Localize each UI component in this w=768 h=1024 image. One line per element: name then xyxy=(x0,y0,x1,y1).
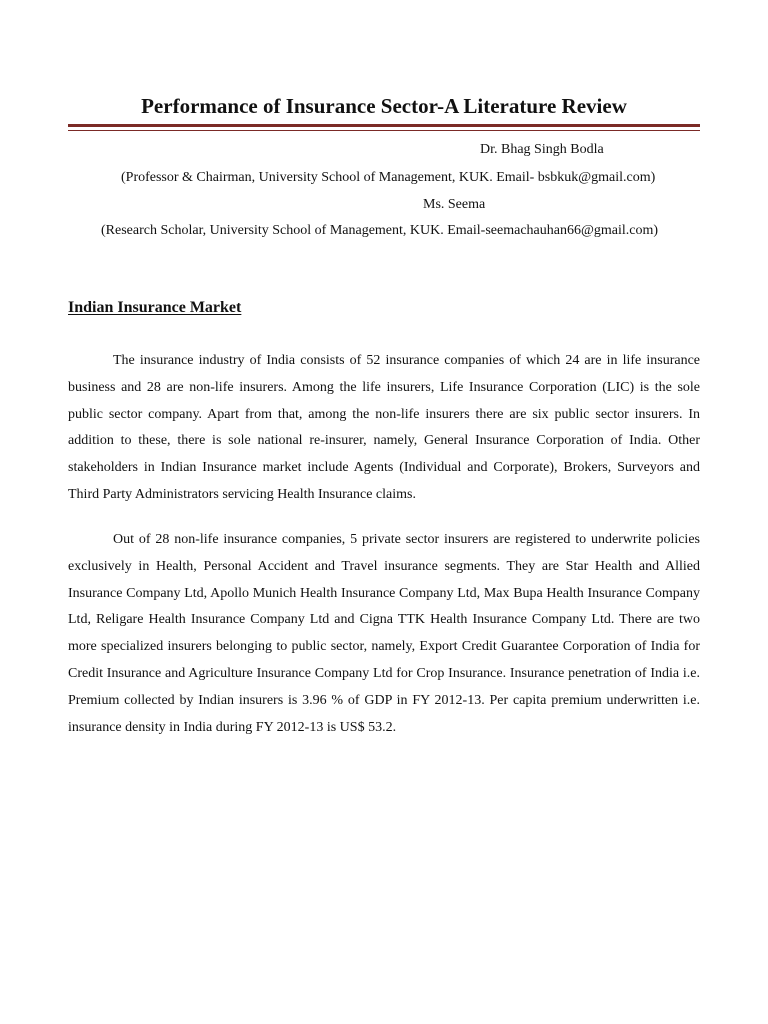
author-affiliation-1: (Professor & Chairman, University School of Management, KUK. Email- bsbkuk@gmail.com) xyxy=(121,170,656,185)
title-rule-thin xyxy=(68,130,700,131)
author-name-1: Dr. Bhag Singh Bodla xyxy=(480,142,604,157)
author-affiliation-2: (Research Scholar, University School of Management, KUK. Email-seemachauhan66@gmail.com) xyxy=(101,223,658,238)
title-rule-thick xyxy=(68,124,700,127)
section-heading: Indian Insurance Market xyxy=(68,299,242,316)
document-title: Performance of Insurance Sector-A Literature Review xyxy=(141,94,627,118)
body-paragraph-2: Out of 28 non-life insurance companies, 5 private sector insurers are registered to underwrite policies exclusively in Health, Personal Accident and Travel insurance segments. They are Star Health and Allied Insurance Company Ltd, Apollo Munich Health Insurance Company Ltd, Max Bupa Health Insurance Company Ltd, Religare Health Insurance Company Ltd and Cigna TTK Health Insurance Company Ltd. There are two more specialized insurers belonging to public sector, namely, Export Credit Guarantee Corporation of India for Credit Insurance and Agriculture Insurance Company Ltd for Crop Insurance. Insurance penetration of India i.e. Premium collected by Indian insurers is 3.96 % of GDP in FY 2012-13. Per capita premium underwritten i.e. insurance density in India during FY 2012-13 is US$ 53.2. xyxy=(68,532,700,735)
body-paragraph-1: The insurance industry of India consists of 52 insurance companies of which 24 are in life insurance business and 28 are non-life insurers. Among the life insurers, Life Insurance Corporation (LIC) is the sole public sector company. Apart from that, among the non-life insurers there are six public sector insurers. In addition to these, there is sole national re-insurer, namely, General Insurance Corporation of India. Other stakeholders in Indian Insurance market include Agents (Individual and Corporate), Brokers, Surveyors and Third Party Administrators servicing Health Insurance claims. xyxy=(68,353,700,502)
author-name-2: Ms. Seema xyxy=(423,197,486,212)
